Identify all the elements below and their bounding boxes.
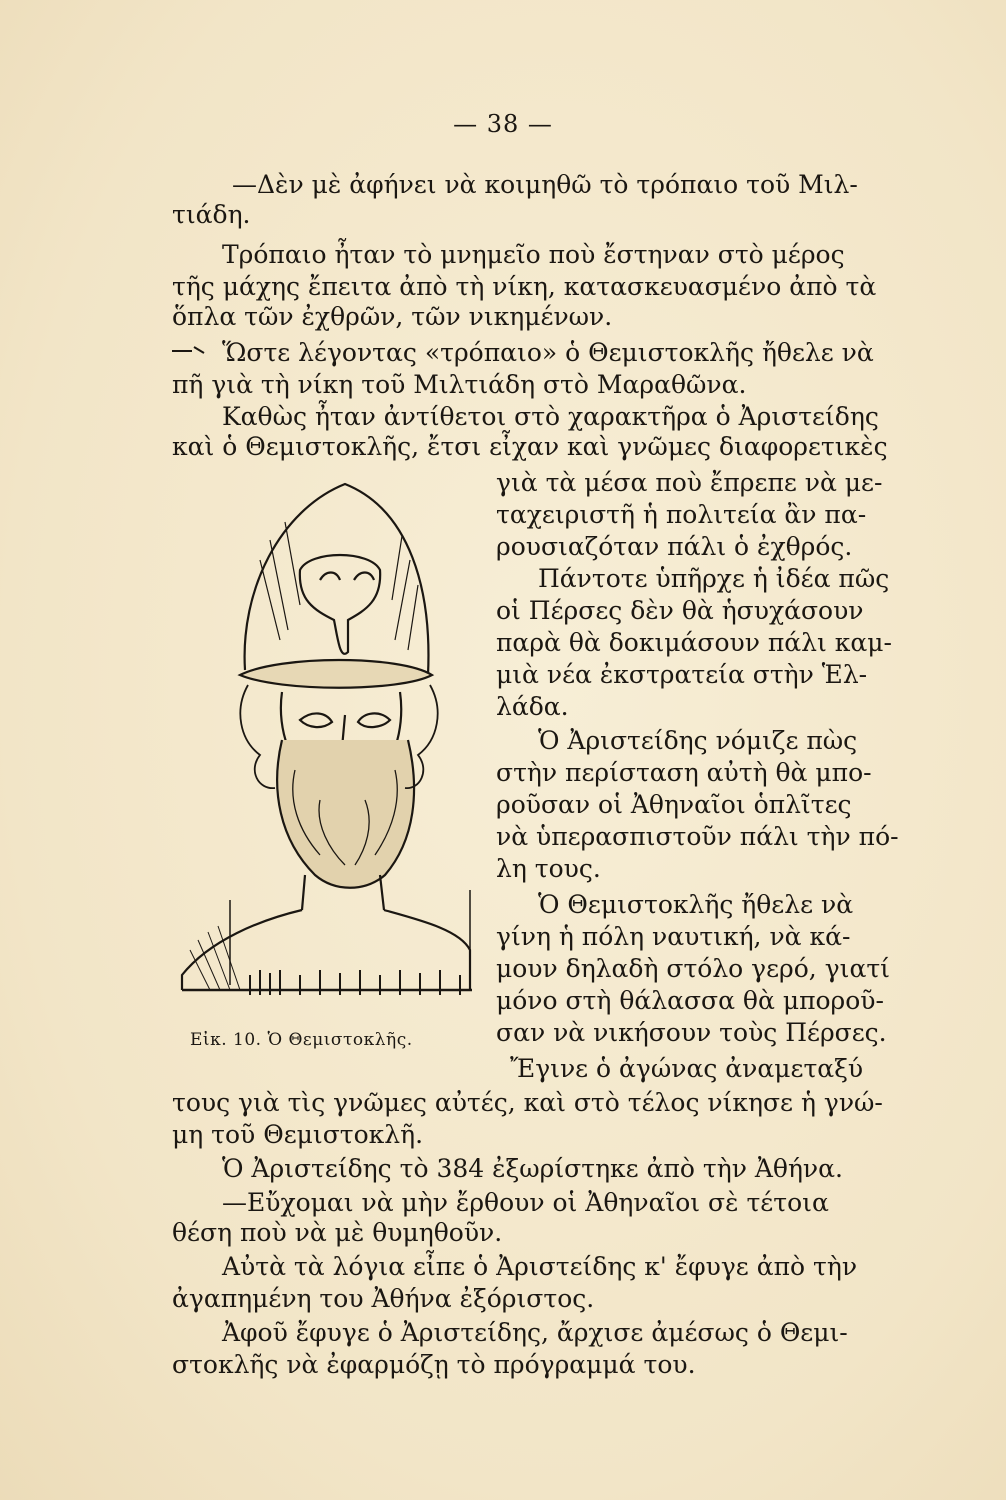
page-number: — 38 — <box>453 110 553 138</box>
text-line: καὶ ὁ Θεμιστοκλῆς, ἔτσι εἶχαν καὶ γνῶμες διαφορετικὲς <box>172 432 888 461</box>
themistocles-bust-illustration <box>170 470 482 1030</box>
figure-caption: Εἰκ. 10. Ὁ Θεμιστοκλῆς. <box>190 1030 413 1050</box>
text-line: Αὐτὰ τὰ λόγια εἶπε ὁ Ἀριστείδης κ' ἔφυγε ἀπὸ τὴν <box>222 1252 858 1281</box>
text-line: πῆ γιὰ τὴ νίκη τοῦ Μιλτιάδη στὸ Μαραθῶνα. <box>172 370 747 399</box>
text-line: οἱ Πέρσες δὲν θὰ ἡσυχάσουν <box>496 596 864 625</box>
text-line: σαν νὰ νικήσουν τοὺς Πέρσες. <box>496 1018 887 1047</box>
text-line: γίνη ἡ πόλη ναυτική, νὰ κά- <box>496 922 851 951</box>
text-line: μη τοῦ Θεμιστοκλῆ. <box>172 1120 424 1149</box>
text-line: —Εὔχομαι νὰ μὴν ἔρθουν οἱ Ἀθηναῖοι σὲ τέτοια <box>222 1188 829 1217</box>
text-line: Τρόπαιο ἦταν τὸ μνημεῖο ποὺ ἔστηναν στὸ μέρος <box>222 240 845 269</box>
text-line: ἀγαπημένη του Ἀθήνα ἐξόριστος. <box>172 1284 595 1313</box>
text-line: Ὁ Θεμιστοκλῆς ἤθελε νὰ <box>538 890 854 919</box>
text-line: θέση ποὺ νὰ μὲ θυμηθοῦν. <box>172 1218 503 1247</box>
text-line: Ὥστε λέγοντας «τρόπαιο» ὁ Θεμιστοκλῆς ἤθελε νὰ <box>222 338 874 367</box>
text-line: τους γιὰ τὶς γνῶμες αὐτές, καὶ στὸ τέλος νίκησε ἡ γνώ- <box>172 1088 883 1117</box>
margin-mark <box>170 340 208 352</box>
text-line: ταχειριστῆ ἡ πολιτεία ἂν πα- <box>496 500 867 529</box>
text-line: Ὁ Ἀριστείδης νόμιζε πὼς <box>538 726 858 755</box>
text-line: γιὰ τὰ μέσα ποὺ ἔπρεπε νὰ με- <box>496 468 883 497</box>
text-line: Καθὼς ἦταν ἀντίθετοι στὸ χαρακτῆρα ὁ Ἀριστείδης <box>222 402 879 431</box>
text-line: Ἔγινε ὁ ἀγώνας ἀναμεταξύ <box>510 1054 864 1083</box>
text-line: στὴν περίσταση αὐτὴ θὰ μπο- <box>496 758 872 787</box>
text-line: τῆς μάχης ἔπειτα ἀπὸ τὴ νίκη, κατασκευασμένο ἀπὸ τὰ <box>172 272 877 301</box>
text-line: μόνο στὴ θάλασσα θὰ μποροῦ- <box>496 986 884 1015</box>
text-line: παρὰ θὰ δοκιμάσουν πάλι καμ- <box>496 628 892 657</box>
text-line: Ὁ Ἀριστείδης τὸ 384 ἐξωρίστηκε ἀπὸ τὴν Ἀθήνα. <box>222 1154 843 1183</box>
text-line: Ἀφοῦ ἔφυγε ὁ Ἀριστείδης, ἄρχισε ἀμέσως ὁ Θεμι- <box>222 1318 848 1347</box>
text-line: τιάδη. <box>172 200 251 229</box>
text-line: ὅπλα τῶν ἐχθρῶν, τῶν νικημένων. <box>172 302 613 331</box>
text-line: Πάντοτε ὑπῆρχε ἡ ἰδέα πῶς <box>538 564 890 593</box>
text-line: ροῦσαν οἱ Ἀθηναῖοι ὁπλῖτες <box>496 790 852 819</box>
text-line: ρουσιαζόταν πάλι ὁ ἐχθρός. <box>496 532 853 561</box>
text-line: νὰ ὑπερασπιστοῦν πάλι τὴν πό- <box>496 822 899 851</box>
text-line: λάδα. <box>496 692 569 721</box>
text-line: μουν δηλαδὴ στόλο γερό, γιατί <box>496 954 890 983</box>
text-line: λη τους. <box>496 854 601 883</box>
text-line: —Δὲν μὲ ἀφήνει νὰ κοιμηθῶ τὸ τρόπαιο τοῦ Μιλ- <box>232 170 858 199</box>
text-line: στοκλῆς νὰ ἐφαρμόζῃ τὸ πρόγραμμά του. <box>172 1350 696 1379</box>
text-line: μιὰ νέα ἐκστρατεία στὴν Ἑλ- <box>496 660 868 689</box>
